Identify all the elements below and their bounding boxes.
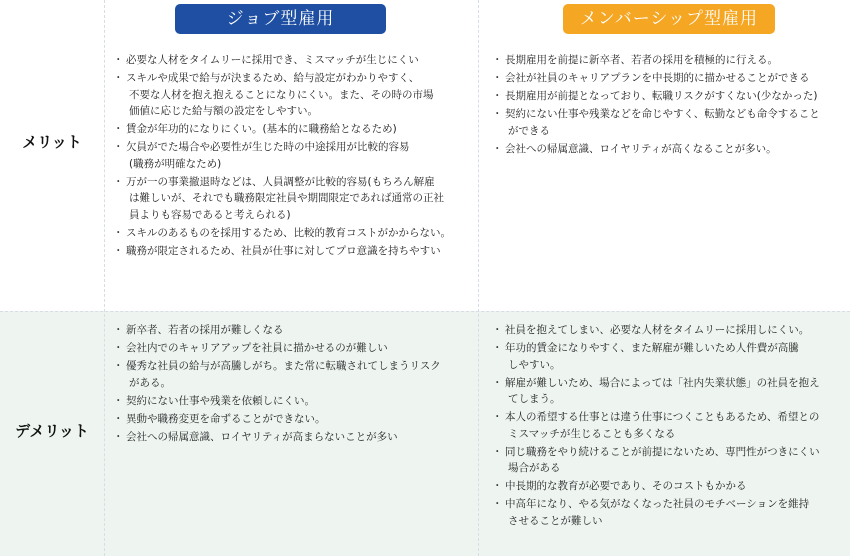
list-item-line: ・ 社員を抱えてしまい、必要な人材をタイムリーに採用しにくい。 (505, 324, 810, 336)
column-divider-label (104, 0, 105, 556)
list-item-line: させることが難しい (508, 514, 603, 527)
list-item (115, 243, 451, 260)
list-item-line: ・ 欠員がでた場合や必要性が生じた時の中途採用が比較的容易 (126, 141, 410, 154)
merit-membership-list (494, 52, 820, 159)
membership-type-header: メンバーシップ型雇用 (563, 4, 775, 34)
list-item-line: ミスマッチが生じることも多くなる (508, 427, 676, 440)
list-item-line: ・ 会社が社員のキャリアプランを中長期的に描かせることができる (505, 71, 810, 84)
list-item-line: 場合がある (508, 462, 561, 475)
list-item-line: ・ 契約にない仕事や残業を依頼しにくい。 (126, 394, 315, 407)
list-item-line: ができる (508, 124, 550, 137)
list-item (115, 139, 451, 172)
list-item-line: ・ 契約にない仕事や残業などを命じやすく、転勤なども命令すること (505, 107, 820, 120)
list-item-line: ・ 会社への帰属意識、ロイヤリティが高まらないことが多い (126, 430, 398, 443)
demerit-job-list (115, 322, 441, 447)
list-item (115, 225, 451, 242)
row-divider (0, 311, 850, 312)
list-item (494, 375, 820, 408)
list-item-line: ・ 会社内でのキャリアアップを社員に描かせるのが難しい (126, 341, 388, 354)
list-item-line: ・ 職務が限定されるため、社員が仕事に対してプロ意識を持ちやすい (126, 244, 441, 257)
list-item (115, 70, 451, 120)
list-item-line: ・ 新卒者、若者の採用が難しくなる (126, 324, 284, 336)
list-item-line: ・ 優秀な社員の給与が高騰しがち。また常に転職されてしまうリスク (126, 359, 441, 372)
list-item (494, 88, 820, 105)
list-item-line: ・ スキルのあるものを採用するため、比較的教育コストがかからない。 (126, 226, 451, 239)
list-item-line: ・ 異動や職務変更を命ずることができない。 (126, 412, 326, 425)
merit-job-list (115, 52, 451, 261)
list-item-line: 不要な人材を抱え抱えることになりにくい。また、その時の市場 (129, 88, 434, 101)
list-item-line: ・ 中長期的な教育が必要であり、そのコストもかかる (505, 480, 747, 493)
list-item (115, 411, 441, 428)
list-item-line: がある。 (129, 376, 171, 389)
list-item (115, 340, 441, 357)
list-item (494, 444, 820, 477)
list-item (494, 70, 820, 87)
list-item (494, 322, 820, 339)
list-item-line: ・ 年功的賃金になりやすく、また解雇が難しいため人件費が高騰 (505, 341, 799, 354)
list-item-line: は難しいが、それでも職務限定社員や期間限定であれば通常の正社 (129, 192, 444, 205)
job-type-header: ジョブ型雇用 (175, 4, 386, 34)
list-item-line: てしまう。 (508, 393, 561, 406)
list-item-line: ・ 解雇が難しいため、場合によっては「社内失業状態」の社員を抱え (505, 376, 820, 389)
list-item-line: しやすい。 (508, 358, 561, 371)
merit-row-label: メリット (22, 133, 82, 151)
list-item (494, 106, 820, 139)
list-item-line: ・ 本人の希望する仕事とは違う仕事につくこともあるため、希望との (505, 411, 820, 424)
column-divider-middle (478, 0, 479, 556)
list-item (115, 52, 451, 69)
list-item-line: ・ 長期雇用が前提となっており、転職リスクがすくない(少なかった) (505, 89, 818, 102)
list-item-line: ・ 万が一の事業撤退時などは、人員調整が比較的容易(もちろん解雇 (126, 175, 435, 188)
list-item (494, 496, 820, 529)
list-item (494, 478, 820, 495)
list-item (115, 121, 451, 138)
list-item-line: 員よりも容易であると考えられる) (129, 208, 291, 221)
list-item (494, 409, 820, 442)
list-item (494, 141, 820, 158)
demerit-membership-list (494, 322, 820, 531)
list-item-line: ・ 賃金が年功的になりにくい。(基本的に職務給となるため) (126, 123, 397, 136)
list-item-line: ・ 会社への帰属意識、ロイヤリティが高くなることが多い。 (505, 142, 777, 155)
list-item-line: ・ 長期雇用を前提に新卒者、若者の採用を積極的に行える。 (505, 54, 778, 66)
list-item (115, 429, 441, 446)
list-item (115, 393, 441, 410)
list-item (115, 358, 441, 391)
list-item-line: 価値に応じた給与額の設定をしやすい。 (129, 105, 318, 118)
demerit-row-label: デメリット (15, 422, 89, 440)
list-item-line: ・ 必要な人材をタイムリーに採用でき、ミスマッチが生じにくい (126, 54, 419, 66)
list-item (494, 52, 820, 69)
list-item (494, 340, 820, 373)
list-item (115, 174, 451, 224)
list-item-line: ・ スキルや成果で給与が決まるため、給与設定がわかりやすく、 (126, 71, 420, 84)
list-item-line: ・ 同じ職務をやり続けることが前提にないため、専門性がつきにくい (505, 445, 820, 458)
list-item (115, 322, 441, 339)
list-item-line: ・ 中高年になり、やる気がなくなった社員のモチベーションを維持 (505, 498, 810, 511)
list-item-line: (職務が明確なため) (129, 157, 222, 170)
